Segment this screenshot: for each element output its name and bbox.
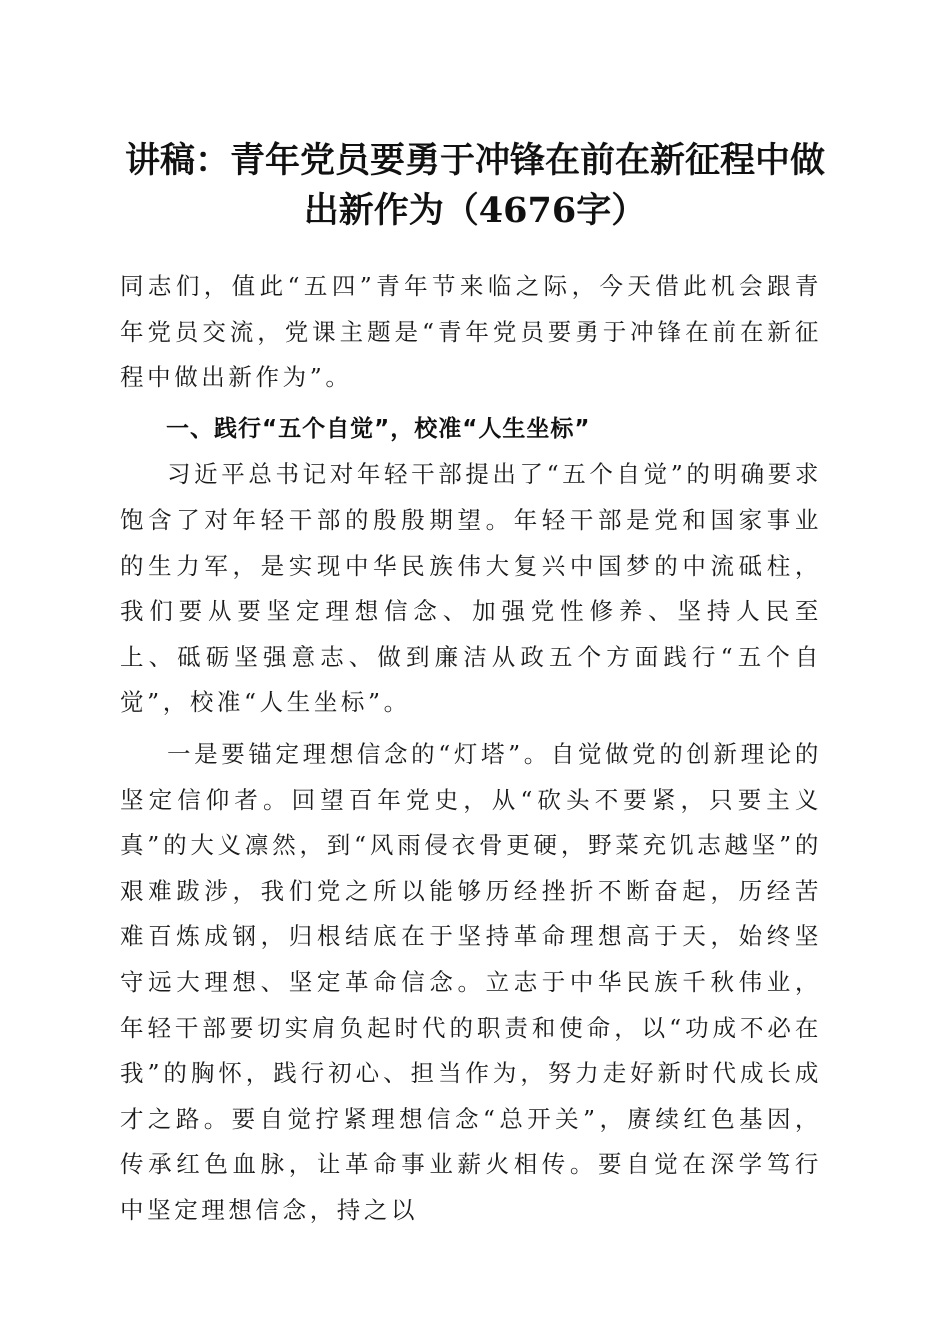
title-line-1: 讲稿：青年党员要勇于冲锋在前在新征程中做 [124,140,825,181]
section-paragraph: 习近平总书记对年轻干部提出了“五个自觉”的明确要求饱含了对年轻干部的殷殷期望。年轻干部是党和国家事业的生力军，是实现中华民族伟大复兴中国梦的中流砥柱，我们要从要坚定理想信念、加强党性修养、坚持人民至上、砥砺坚强意志、做到廉洁从政五个方面践行“五个自觉”，校准“人生坐标”。 [120,460,822,717]
section-heading: 一、践行“五个自觉”，校准“人生坐标” [166,415,591,442]
document-body [120,264,822,1233]
intro-paragraph: 同志们，值此“五四”青年节来临之际，今天借此机会跟青年党员交流，党课主题是“青年党员要勇于冲锋在前在新征程中做出新作为”。 [120,272,822,392]
point-paragraph: 一是要锚定理想信念的“灯塔”。自觉做党的创新理论的坚定信仰者。回望百年党史，从“砍头不要紧，只要主义真”的大义凛然，到“风雨侵衣骨更硬，野菜充饥志越坚”的艰难跋涉，我们党之所以能够历经挫折不断奋起，历经苦难百炼成钢，归根结底在于坚持革命理想高于天，始终坚守远大理想、坚定革命信念。立志于中华民族千秋伟业，年轻干部要切实肩负起时代的职责和使命，以“功成不必在我”的胸怀，践行初心、担当作为，努力走好新时代成长成才之路。要自觉拧紧理想信念“总开关”，赓续红色基因，传承红色血脉，让革命事业薪火相传。要自觉在深学笃行中坚定理想信念，持之以 [120,739,822,1224]
document-title [110,136,840,236]
title-line-2: 出新作为（4676字） [303,190,647,231]
